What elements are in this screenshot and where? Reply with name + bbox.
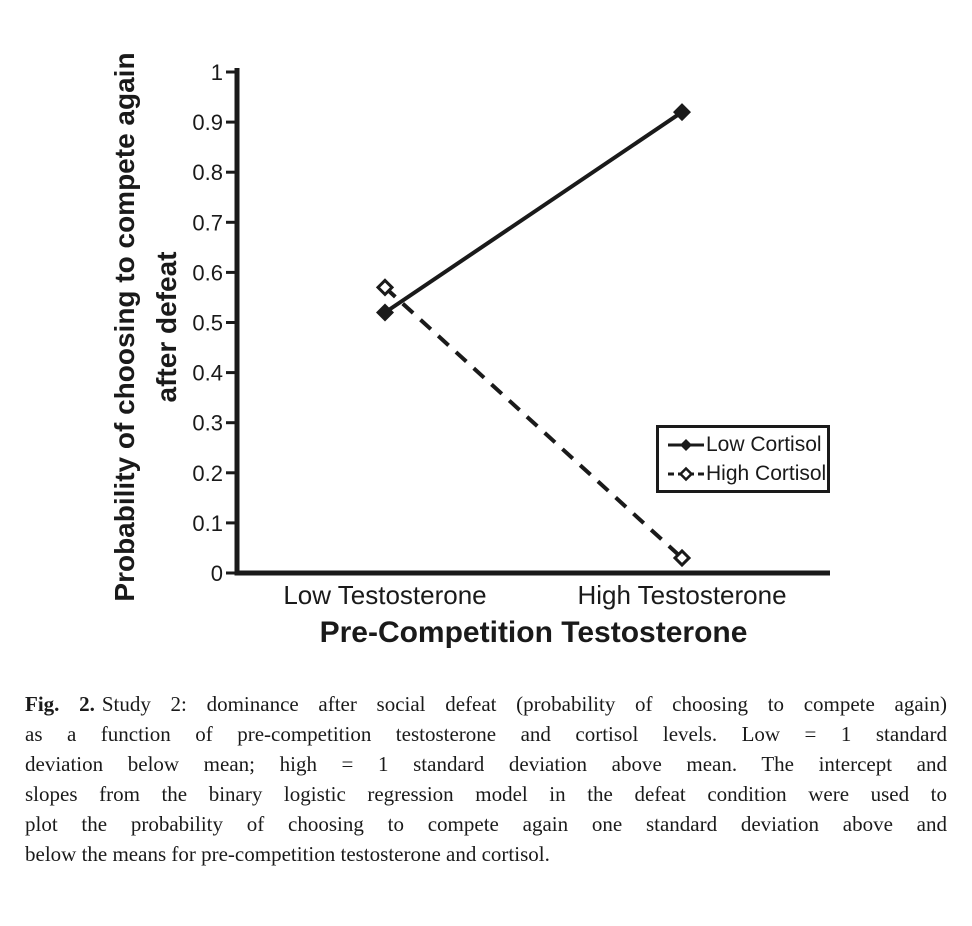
series-line-low-cortisol <box>385 112 682 312</box>
x-tick-label-low-testosterone: Low Testosterone <box>283 580 487 610</box>
solid-line-filled-diamond-icon <box>667 436 705 454</box>
y-axis-title <box>104 39 188 615</box>
y-axis-title-line2: after defeat <box>151 251 182 403</box>
caption-line-2: as a function of pre-competition testosterone and cortisol levels. Low = 1 standard <box>25 722 947 746</box>
y-tick-label: 0.8 <box>192 160 223 186</box>
x-axis-title: Pre-Competition Testosterone <box>319 616 748 649</box>
caption-line-1-text: Study 2: dominance after social defeat (probability of choosing to compete again) <box>101 692 947 716</box>
y-tick-label: 0.6 <box>192 260 223 286</box>
x-tick-label-high-testosterone: High Testosterone <box>577 580 787 610</box>
caption-line-4: slopes from the binary logistic regression model in the defeat condition were used to <box>25 782 947 806</box>
y-axis-title-line1: Probability of choosing to compete again <box>109 52 140 602</box>
legend-label-high-cortisol: High Cortisol <box>706 461 827 485</box>
y-tick-label: 0.4 <box>192 360 223 386</box>
dashed-line-open-diamond-icon <box>667 465 705 483</box>
legend-label-low-cortisol: Low Cortisol <box>706 432 822 456</box>
legend-item-high-cortisol <box>667 459 827 488</box>
y-tick-label: 0.1 <box>192 510 223 536</box>
y-tick-label: 0.9 <box>192 110 223 136</box>
series-line-high-cortisol <box>385 287 682 558</box>
caption-figure-label: Fig. 2. <box>25 692 95 716</box>
y-tick-label: 1 <box>210 60 223 85</box>
legend <box>656 425 830 493</box>
caption-line-5: plot the probability of choosing to compete again one standard deviation above and <box>25 812 947 836</box>
figure-caption <box>25 689 947 869</box>
caption-line-6: below the means for pre-competition testosterone and cortisol. <box>25 842 550 866</box>
y-tick-label: 0 <box>210 561 223 586</box>
caption-line-1 <box>25 689 947 719</box>
y-tick-label: 0.2 <box>192 460 223 486</box>
y-tick-label: 0.3 <box>192 410 223 436</box>
y-tick-label: 0.7 <box>192 210 223 236</box>
y-tick-label: 0.5 <box>192 310 223 336</box>
caption-line-3: deviation below mean; high = 1 standard deviation above mean. The intercept and <box>25 752 947 776</box>
legend-item-low-cortisol <box>667 430 823 459</box>
